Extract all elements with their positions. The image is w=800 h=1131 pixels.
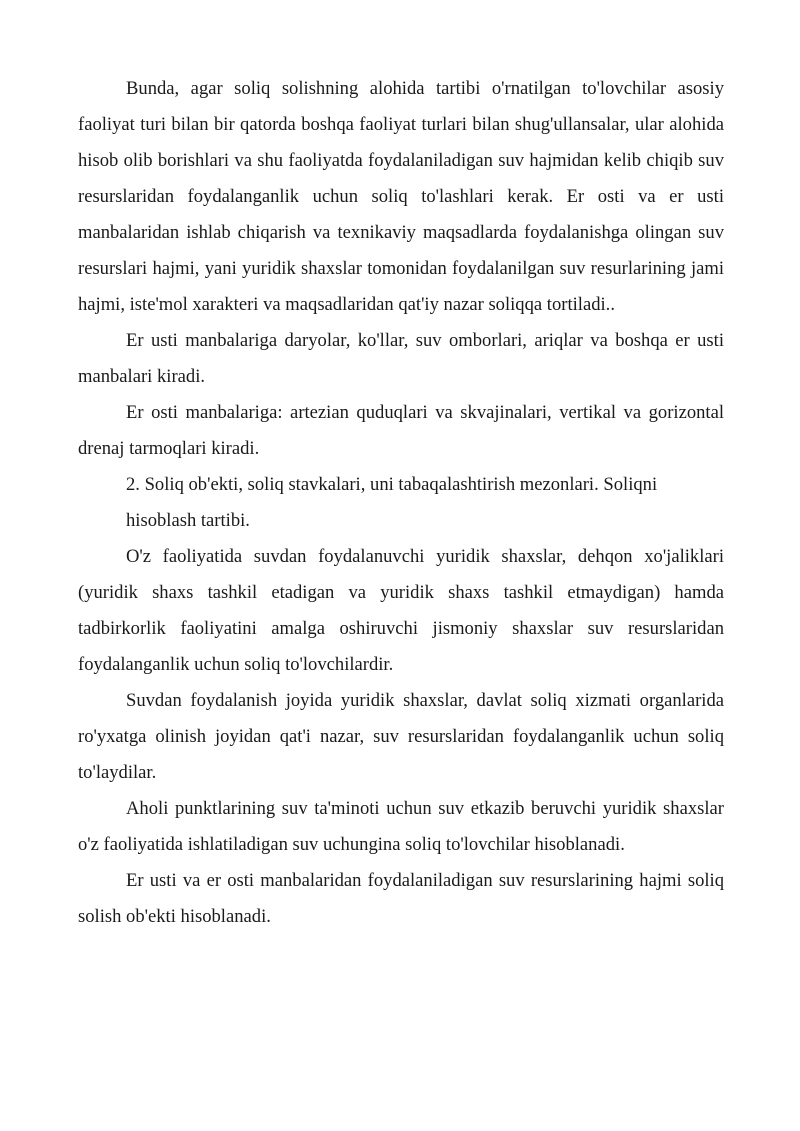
paragraph-place-of-payment: Suvdan foydalanish joyida yuridik shaxslar, davlat soliq xizmati organlarida ro'yxatga olinish joyidan qat'i nazar, suv resurslaridan foydalanganlik uchun soliq to'laydilar. [78, 690, 724, 783]
paragraph-surface-sources: Er usti manbalariga daryolar, ko'llar, suv omborlari, ariqlar va boshqa er usti manbalari kiradi. [78, 330, 724, 387]
paragraph-tax-object: Er usti va er osti manbalaridan foydalaniladigan suv resurslarining hajmi soliq solish ob'ekti hisoblanadi. [78, 870, 724, 927]
paragraph-water-suppliers: Aholi punktlarining suv ta'minoti uchun suv etkazib beruvchi yuridik shaxslar o'z faoliyatida ishlatiladigan suv uchungina soliq to'lovchilar hisoblanadi. [78, 798, 724, 855]
paragraph-separate-accounting: Bunda, agar soliq solishning alohida tartibi o'rnatilgan to'lovchilar asosiy faoliyat turi bilan bir qatorda boshqa faoliyat turlari bilan shug'ullansalar, ular alohida hisob olib borishlari va shu faoliyatda foydalaniladigan suv hajmidan kelib chiqib suv resurslaridan foydalanganlik uchun soliq to'lashlari kerak. Er osti va er usti manbalaridan ishlab chiqarish va texnikaviy maqsadlarda foydalanishga olingan suv resurslari hajmi, yani yuridik shaxslar tomonidan foydalanilgan suv resurlarining jami hajmi, iste'mol xarakteri va maqsadlaridan qat'iy nazar soliqqa tortiladi.. [78, 78, 724, 315]
paragraph-underground-sources: Er osti manbalariga: artezian quduqlari va skvajinalari, vertikal va gorizontal drenaj tarmoqlari kiradi. [78, 402, 724, 459]
document-page [78, 71, 724, 935]
section-heading-line-2: hisoblash tartibi. [126, 510, 250, 531]
section-heading [78, 467, 724, 539]
section-heading-line-1: 2. Soliq ob'ekti, soliq stavkalari, uni tabaqalashtirish mezonlari. Soliqni [126, 474, 658, 495]
paragraph-taxpayers: O'z faoliyatida suvdan foydalanuvchi yuridik shaxslar, dehqon xo'jaliklari (yuridik shaxs tashkil etadigan va yuridik shaxs tashkil etmaydigan) hamda tadbirkorlik faoliyatini amalga oshiruvchi jismoniy shaxslar suv resurslaridan foydalanganlik uchun soliq to'lovchilardir. [78, 546, 724, 675]
